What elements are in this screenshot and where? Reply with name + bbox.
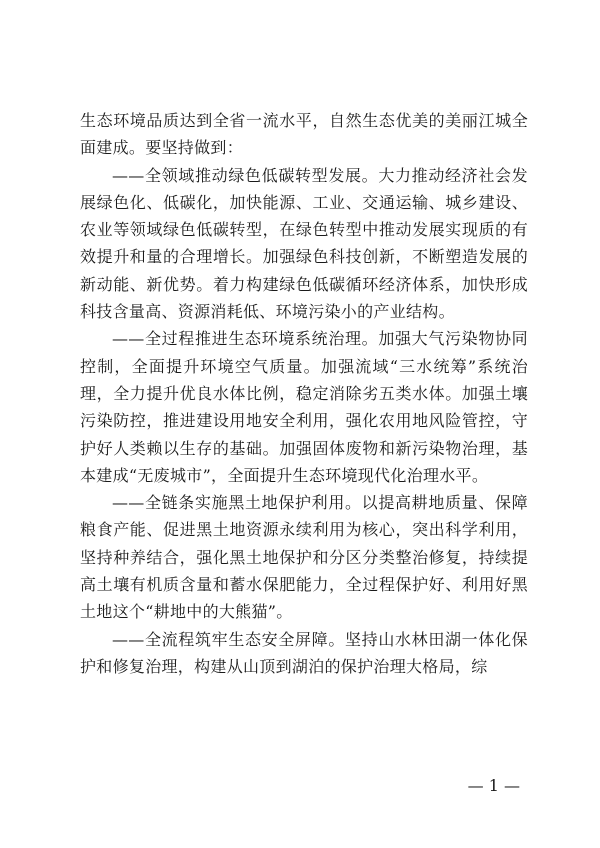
- paragraph-intro: 生态环境品质达到全省一流水平，自然生态优美的美丽江城全面建成。要坚持做到：: [80, 111, 528, 158]
- page-number: — 1 —: [467, 776, 520, 795]
- paragraph-green-low-carbon: ——全领域推动绿色低碳转型发展。大力推动经济社会发展绿色化、低碳化，加快能源、工业、交通运输、城乡建设、农业等领域绿色低碳转型，在绿色转型中推动发展实现质的有效提升和量的合理增长。加强绿色科技创新，不断塑造发展的新动能、新优势。着力构建绿色低碳循环经济体系，加快形成科技含量高、资源消耗低、环境污染小的产业结构。: [80, 165, 528, 322]
- document-body: [80, 107, 528, 680]
- paragraph-eco-governance: ——全过程推进生态环境系统治理。加强大气污染物协同控制，全面提升环境空气质量。加强流域“三水统筹”系统治理，全力提升优良水体比例，稳定消除劣五类水体。加强土壤污染防控，推进建设用地安全利用，强化农用地风险管控，守护好人类赖以生存的基础。加强固体废物和新污染物治理，基本建成“无废城市”，全面提升生态环境现代化治理水平。: [80, 329, 528, 485]
- paragraph-black-soil: ——全链条实施黑土地保护利用。以提高耕地质量、保障粮食产能、促进黑土地资源永续利用为核心，突出科学利用，坚持种养结合，强化黑土地保护和分区分类整治修复，持续提高土壤有机质含量和蓄水保肥能力，全过程保护好、利用好黑土地这个“耕地中的大熊猫”。: [80, 493, 528, 622]
- paragraph-eco-security: ——全流程筑牢生态安全屏障。坚持山水林田湖一体化保护和修复治理，构建从山顶到湖泊的保护治理大格局，综: [80, 629, 528, 676]
